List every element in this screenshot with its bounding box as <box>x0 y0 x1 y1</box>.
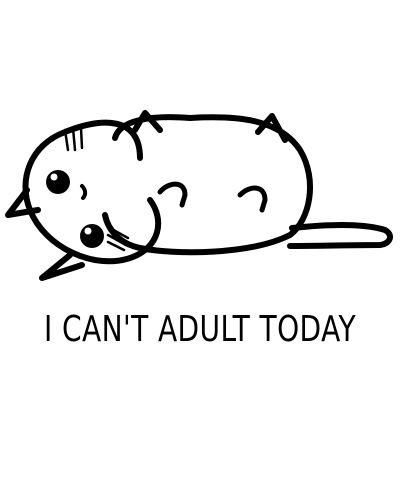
cat-mouth <box>82 186 85 198</box>
cat-ear-head-left <box>8 190 38 215</box>
cat-tail <box>290 225 390 246</box>
cat-ear-head-bottom <box>42 255 82 278</box>
cat-eyes <box>46 170 104 248</box>
caption-text: I CAN'T ADULT TODAY <box>44 309 357 350</box>
cat-paw-left <box>160 184 185 205</box>
cat-paw-right <box>240 188 265 210</box>
